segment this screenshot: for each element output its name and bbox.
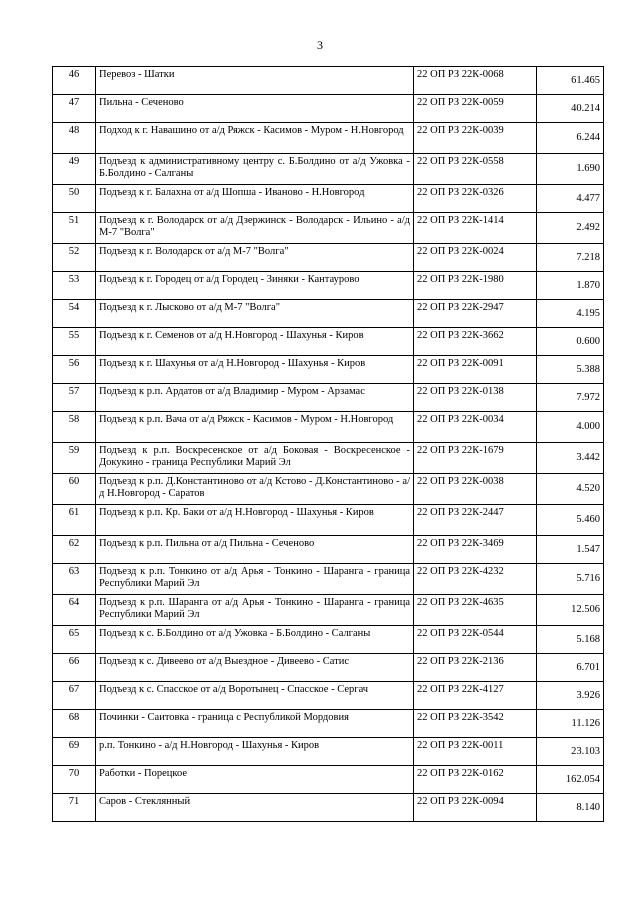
roads-table-body [53,67,604,822]
road-length: 7.972 [537,384,604,412]
road-length: 1.547 [537,536,604,564]
road-length: 0.600 [537,328,604,356]
road-length: 1.690 [537,154,604,185]
row-number: 52 [53,244,96,272]
road-code: 22 ОП РЗ 22К-1980 [414,272,537,300]
road-length: 7.218 [537,244,604,272]
road-name: Перевоз - Шатки [96,67,414,95]
row-number: 63 [53,564,96,595]
row-number: 65 [53,626,96,654]
road-name: Починки - Саитовка - граница с Республикой Мордовия [96,710,414,738]
table-row [53,154,604,185]
road-code: 22 ОП РЗ 22К-0091 [414,356,537,384]
table-row [53,244,604,272]
road-code: 22 ОП РЗ 22К-4232 [414,564,537,595]
road-code: 22 ОП РЗ 22К-0024 [414,244,537,272]
table-row [53,626,604,654]
road-name: Подъезд к с. Спасское от а/д Воротынец - Спасское - Сергач [96,682,414,710]
road-code: 22 ОП РЗ 22К-0039 [414,123,537,154]
table-row [53,213,604,244]
road-length: 6.701 [537,654,604,682]
road-length: 61.465 [537,67,604,95]
table-row [53,564,604,595]
table-row [53,123,604,154]
road-name: Подъезд к р.п. Кр. Баки от а/д Н.Новгород - Шахунья - Киров [96,505,414,536]
row-number: 48 [53,123,96,154]
row-number: 59 [53,443,96,474]
table-row [53,794,604,822]
road-code: 22 ОП РЗ 22К-0068 [414,67,537,95]
road-length: 6.244 [537,123,604,154]
table-row [53,443,604,474]
road-length: 3.442 [537,443,604,474]
row-number: 53 [53,272,96,300]
table-row [53,595,604,626]
road-code: 22 ОП РЗ 22К-3469 [414,536,537,564]
road-name: Подъезд к р.п. Шаранга от а/д Арья - Тонкино - Шаранга - граница Республики Марий Эл [96,595,414,626]
row-number: 67 [53,682,96,710]
row-number: 54 [53,300,96,328]
road-code: 22 ОП РЗ 22К-0138 [414,384,537,412]
road-code: 22 ОП РЗ 22К-0094 [414,794,537,822]
road-length: 4.000 [537,412,604,443]
row-number: 58 [53,412,96,443]
road-code: 22 ОП РЗ 22К-0059 [414,95,537,123]
road-length: 162.054 [537,766,604,794]
road-name: Подъезд к р.п. Д.Константиново от а/д Кстово - Д.Константиново - а/д Н.Новгород - Саратов [96,474,414,505]
roads-table [52,66,604,822]
road-code: 22 ОП РЗ 22К-2136 [414,654,537,682]
road-name: Подход к г. Навашино от а/д Ряжск - Касимов - Муром - Н.Новгород [96,123,414,154]
table-row [53,356,604,384]
road-code: 22 ОП РЗ 22К-1679 [414,443,537,474]
road-name: Подъезд к р.п. Пильна от а/д Пильна - Сеченово [96,536,414,564]
row-number: 61 [53,505,96,536]
row-number: 46 [53,67,96,95]
road-code: 22 ОП РЗ 22К-0162 [414,766,537,794]
row-number: 71 [53,794,96,822]
road-name: Подъезд к р.п. Тонкино от а/д Арья - Тонкино - Шаранга - граница Республики Марий Эл [96,564,414,595]
row-number: 51 [53,213,96,244]
road-name: Подъезд к г. Володарск от а/д М-7 "Волга" [96,244,414,272]
road-length: 8.140 [537,794,604,822]
table-row [53,272,604,300]
row-number: 70 [53,766,96,794]
table-row [53,95,604,123]
table-row [53,474,604,505]
road-code: 22 ОП РЗ 22К-0034 [414,412,537,443]
road-name: Подъезд к р.п. Ардатов от а/д Владимир - Муром - Арзамас [96,384,414,412]
road-code: 22 ОП РЗ 22К-0038 [414,474,537,505]
road-code: 22 ОП РЗ 22К-3542 [414,710,537,738]
road-length: 4.520 [537,474,604,505]
road-length: 12.506 [537,595,604,626]
road-name: Подъезд к р.п. Воскресенское от а/д Боковая - Воскресенское - Докукино - граница Республики Марий Эл [96,443,414,474]
table-row [53,300,604,328]
road-length: 5.388 [537,356,604,384]
table-row [53,185,604,213]
road-name: Пильна - Сеченово [96,95,414,123]
page-number: 3 [317,38,323,52]
road-code: 22 ОП РЗ 22К-2947 [414,300,537,328]
table-row [53,505,604,536]
road-name: Подъезд к административному центру с. Б.Болдино от а/д Ужовка - Б.Болдино - Салганы [96,154,414,185]
road-code: 22 ОП РЗ 22К-0326 [414,185,537,213]
road-code: 22 ОП РЗ 22К-4635 [414,595,537,626]
road-name: Подъезд к г. Володарск от а/д Дзержинск - Володарск - Ильино - а/д М-7 "Волга" [96,213,414,244]
road-code: 22 ОП РЗ 22К-0011 [414,738,537,766]
road-code: 22 ОП РЗ 22К-0558 [414,154,537,185]
row-number: 50 [53,185,96,213]
table-row [53,536,604,564]
road-name: Подъезд к р.п. Вача от а/д Ряжск - Касимов - Муром - Н.Новгород [96,412,414,443]
road-name: Саров - Стеклянный [96,794,414,822]
road-name: Подъезд к с. Дивеево от а/д Выездное - Дивеево - Сатис [96,654,414,682]
road-length: 23.103 [537,738,604,766]
table-row [53,67,604,95]
road-code: 22 ОП РЗ 22К-1414 [414,213,537,244]
row-number: 56 [53,356,96,384]
table-row [53,328,604,356]
row-number: 62 [53,536,96,564]
road-name: Подъезд к с. Б.Болдино от а/д Ужовка - Б.Болдино - Салганы [96,626,414,654]
row-number: 66 [53,654,96,682]
row-number: 69 [53,738,96,766]
table-row [53,654,604,682]
road-length: 40.214 [537,95,604,123]
road-length: 1.870 [537,272,604,300]
row-number: 57 [53,384,96,412]
road-code: 22 ОП РЗ 22К-4127 [414,682,537,710]
road-name: Подъезд к г. Семенов от а/д Н.Новгород - Шахунья - Киров [96,328,414,356]
road-length: 4.477 [537,185,604,213]
road-name: Подъезд к г. Городец от а/д Городец - Зиняки - Кантаурово [96,272,414,300]
road-code: 22 ОП РЗ 22К-3662 [414,328,537,356]
table-row [53,384,604,412]
table-row [53,766,604,794]
road-length: 5.168 [537,626,604,654]
road-name: Работки - Порецкое [96,766,414,794]
road-name: Подъезд к г. Лысково от а/д М-7 "Волга" [96,300,414,328]
row-number: 55 [53,328,96,356]
road-name: р.п. Тонкино - а/д Н.Новгород - Шахунья - Киров [96,738,414,766]
road-length: 5.716 [537,564,604,595]
table-row [53,412,604,443]
row-number: 49 [53,154,96,185]
road-length: 4.195 [537,300,604,328]
road-name: Подъезд к г. Балахна от а/д Шопша - Иваново - Н.Новгород [96,185,414,213]
road-code: 22 ОП РЗ 22К-2447 [414,505,537,536]
table-row [53,738,604,766]
road-length: 5.460 [537,505,604,536]
table-row [53,710,604,738]
row-number: 68 [53,710,96,738]
road-name: Подъезд к г. Шахунья от а/д Н.Новгород - Шахунья - Киров [96,356,414,384]
road-length: 11.126 [537,710,604,738]
table-row [53,682,604,710]
row-number: 47 [53,95,96,123]
row-number: 64 [53,595,96,626]
road-code: 22 ОП РЗ 22К-0544 [414,626,537,654]
road-length: 2.492 [537,213,604,244]
road-length: 3.926 [537,682,604,710]
row-number: 60 [53,474,96,505]
